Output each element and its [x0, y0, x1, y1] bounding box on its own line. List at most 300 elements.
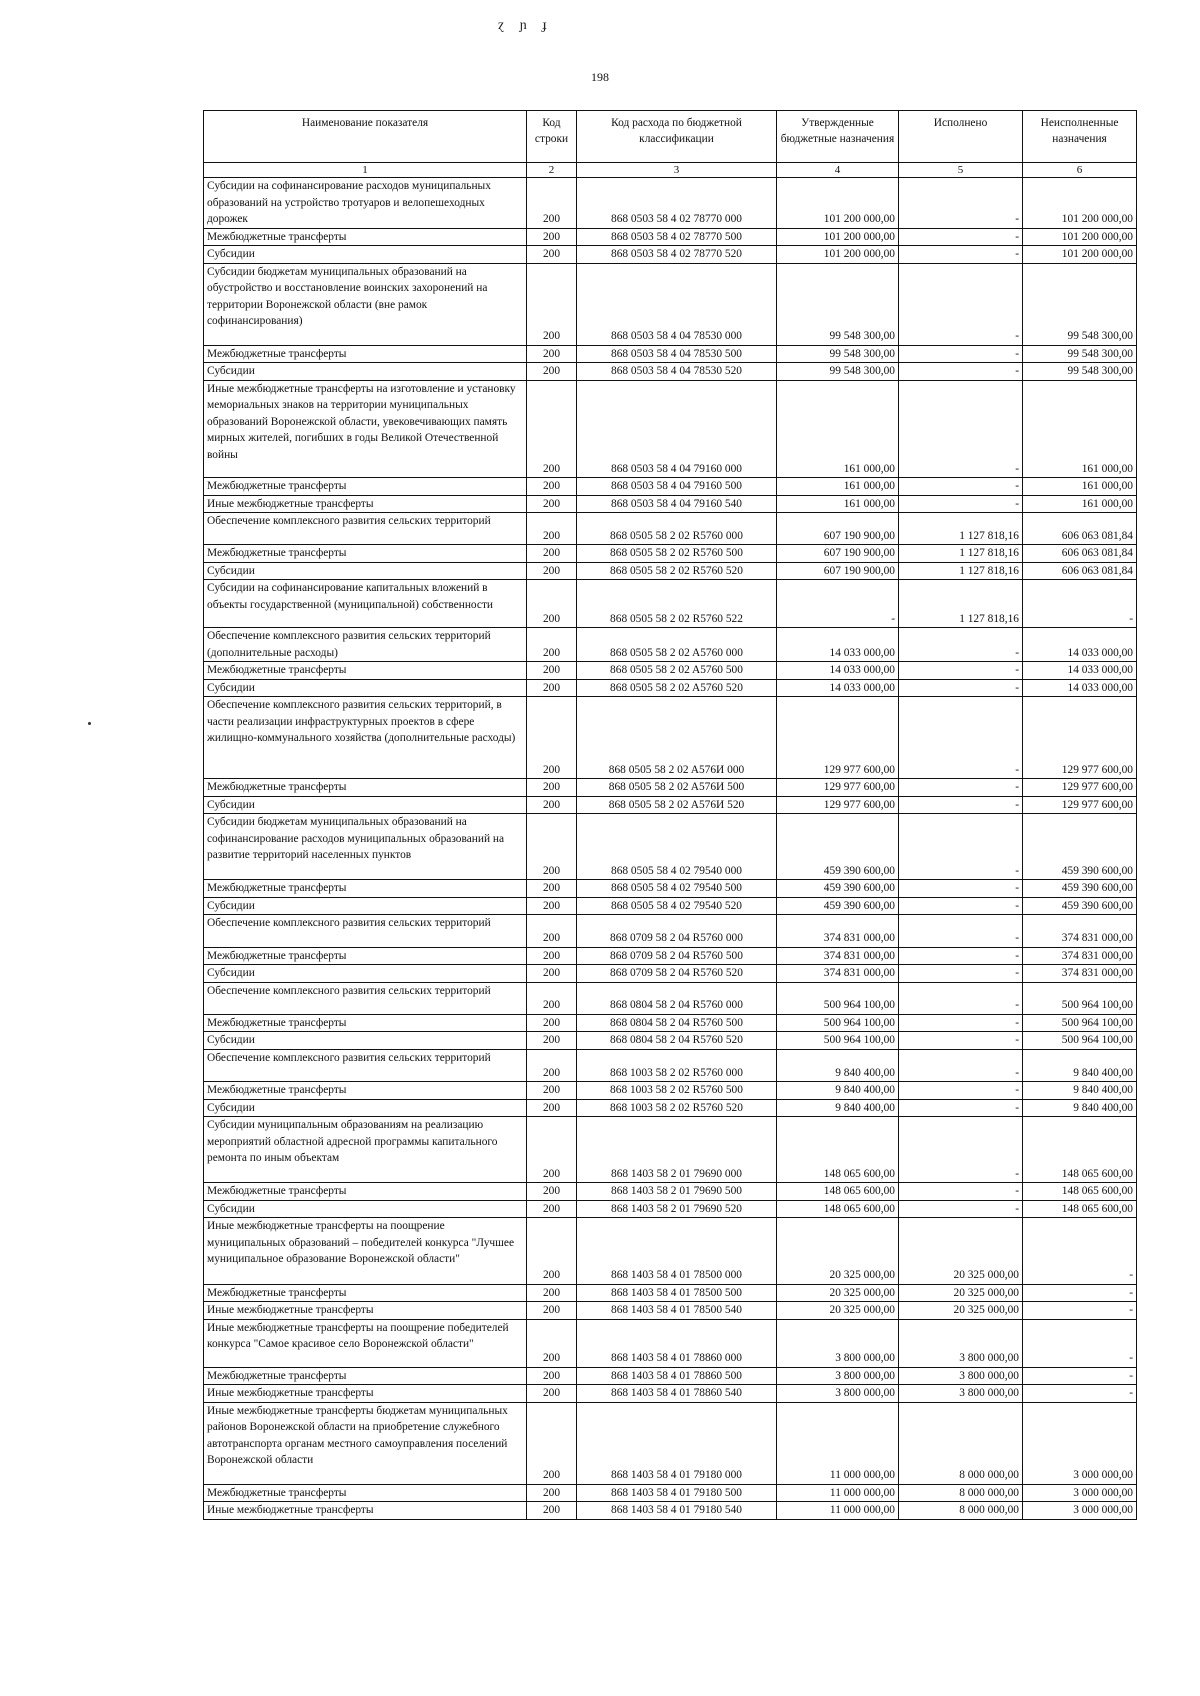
row-code-cell: 200 — [527, 228, 577, 246]
budget-code-cell: 868 1403 58 4 01 78860 540 — [577, 1385, 777, 1403]
executed-amount-cell: 8 000 000,00 — [899, 1502, 1023, 1520]
row-code-cell: 200 — [527, 1099, 577, 1117]
table-row — [204, 1502, 1137, 1520]
executed-amount-cell: - — [899, 796, 1023, 814]
budget-code-cell: 868 0503 58 4 04 79160 500 — [577, 478, 777, 496]
scan-mark: ɀ ɲ ɟ — [498, 18, 553, 33]
indicator-name-cell: Субсидии — [204, 1099, 527, 1117]
table-header-row — [204, 111, 1137, 163]
table-row — [204, 228, 1137, 246]
approved-amount-cell: 500 964 100,00 — [777, 1014, 899, 1032]
indicator-name-cell: Обеспечение комплексного развития сельских территорий — [204, 982, 527, 1014]
approved-amount-cell: 99 548 300,00 — [777, 363, 899, 381]
table-row — [204, 246, 1137, 264]
unexecuted-amount-cell: 129 977 600,00 — [1023, 779, 1137, 797]
row-code-cell: 200 — [527, 982, 577, 1014]
unexecuted-amount-cell: 148 065 600,00 — [1023, 1200, 1137, 1218]
table-row — [204, 562, 1137, 580]
budget-execution-table — [203, 110, 1137, 1520]
column-number: 5 — [899, 163, 1023, 178]
row-code-cell: 200 — [527, 1049, 577, 1081]
executed-amount-cell: 20 325 000,00 — [899, 1284, 1023, 1302]
unexecuted-amount-cell: 148 065 600,00 — [1023, 1183, 1137, 1201]
indicator-name-cell: Обеспечение комплексного развития сельских территорий (дополнительные расходы) — [204, 628, 527, 662]
budget-code-cell: 868 0709 58 2 04 R5760 000 — [577, 915, 777, 947]
approved-amount-cell: 129 977 600,00 — [777, 779, 899, 797]
table-row — [204, 1183, 1137, 1201]
table-row — [204, 796, 1137, 814]
indicator-name-cell: Субсидии — [204, 1032, 527, 1050]
executed-amount-cell: - — [899, 1200, 1023, 1218]
unexecuted-amount-cell: - — [1023, 1302, 1137, 1320]
indicator-name-cell: Иные межбюджетные трансферты на поощрение муниципальных образований – победителей конкурса "Лучшее муниципальное образование Воронежской области" — [204, 1218, 527, 1284]
table-row — [204, 897, 1137, 915]
executed-amount-cell: - — [899, 880, 1023, 898]
table-row — [204, 495, 1137, 513]
table-row — [204, 1402, 1137, 1484]
budget-code-cell: 868 1403 58 2 01 79690 500 — [577, 1183, 777, 1201]
unexecuted-amount-cell: 129 977 600,00 — [1023, 697, 1137, 779]
unexecuted-amount-cell: 374 831 000,00 — [1023, 915, 1137, 947]
unexecuted-amount-cell: 459 390 600,00 — [1023, 880, 1137, 898]
unexecuted-amount-cell: - — [1023, 1319, 1137, 1367]
approved-amount-cell: 148 065 600,00 — [777, 1117, 899, 1183]
approved-amount-cell: 374 831 000,00 — [777, 965, 899, 983]
budget-code-cell: 868 0503 58 4 04 78530 500 — [577, 345, 777, 363]
unexecuted-amount-cell: 14 033 000,00 — [1023, 662, 1137, 680]
approved-amount-cell: 3 800 000,00 — [777, 1319, 899, 1367]
table-row — [204, 380, 1137, 478]
table-row — [204, 880, 1137, 898]
budget-code-cell: 868 1403 58 2 01 79690 520 — [577, 1200, 777, 1218]
indicator-name-cell: Межбюджетные трансферты — [204, 947, 527, 965]
row-code-cell: 200 — [527, 880, 577, 898]
table-row — [204, 1117, 1137, 1183]
indicator-name-cell: Межбюджетные трансферты — [204, 1014, 527, 1032]
approved-amount-cell: 500 964 100,00 — [777, 982, 899, 1014]
approved-amount-cell: 9 840 400,00 — [777, 1082, 899, 1100]
indicator-name-cell: Межбюджетные трансферты — [204, 1183, 527, 1201]
row-code-cell: 200 — [527, 628, 577, 662]
budget-code-cell: 868 0505 58 4 02 79540 500 — [577, 880, 777, 898]
row-code-cell: 200 — [527, 1218, 577, 1284]
unexecuted-amount-cell: 99 548 300,00 — [1023, 345, 1137, 363]
row-code-cell: 200 — [527, 662, 577, 680]
row-code-cell: 200 — [527, 580, 577, 628]
indicator-name-cell: Субсидии — [204, 1200, 527, 1218]
approved-amount-cell: 99 548 300,00 — [777, 345, 899, 363]
indicator-name-cell: Субсидии на софинансирование расходов муниципальных образований на устройство тротуаров и велопешеходных дорожек — [204, 178, 527, 229]
row-code-cell: 200 — [527, 1183, 577, 1201]
executed-amount-cell: 8 000 000,00 — [899, 1402, 1023, 1484]
unexecuted-amount-cell: - — [1023, 1284, 1137, 1302]
row-code-cell: 200 — [527, 1502, 577, 1520]
table-row — [204, 545, 1137, 563]
unexecuted-amount-cell: - — [1023, 1218, 1137, 1284]
indicator-name-cell: Субсидии бюджетам муниципальных образований на софинансирование расходов муниципальных образований на развитие территорий населенных пунктов — [204, 814, 527, 880]
executed-amount-cell: 20 325 000,00 — [899, 1218, 1023, 1284]
indicator-name-cell: Обеспечение комплексного развития сельских территорий — [204, 1049, 527, 1081]
table-row — [204, 628, 1137, 662]
row-code-cell: 200 — [527, 263, 577, 345]
approved-amount-cell: 3 800 000,00 — [777, 1385, 899, 1403]
row-code-cell: 200 — [527, 1032, 577, 1050]
row-code-cell: 200 — [527, 1484, 577, 1502]
approved-amount-cell: 11 000 000,00 — [777, 1402, 899, 1484]
executed-amount-cell: 3 800 000,00 — [899, 1385, 1023, 1403]
executed-amount-cell: - — [899, 628, 1023, 662]
indicator-name-cell: Обеспечение комплексного развития сельских территорий — [204, 915, 527, 947]
unexecuted-amount-cell: 161 000,00 — [1023, 478, 1137, 496]
column-numbers-row — [204, 163, 1137, 178]
unexecuted-amount-cell: 9 840 400,00 — [1023, 1082, 1137, 1100]
row-code-cell: 200 — [527, 897, 577, 915]
unexecuted-amount-cell: 14 033 000,00 — [1023, 628, 1137, 662]
approved-amount-cell: 11 000 000,00 — [777, 1502, 899, 1520]
table-row — [204, 263, 1137, 345]
header-approved: Утвержденные бюджетные назначения — [777, 111, 899, 163]
executed-amount-cell: - — [899, 246, 1023, 264]
margin-dot — [88, 722, 91, 725]
executed-amount-cell: 1 127 818,16 — [899, 580, 1023, 628]
budget-code-cell: 868 0505 58 4 02 79540 520 — [577, 897, 777, 915]
row-code-cell: 200 — [527, 814, 577, 880]
table-row — [204, 1367, 1137, 1385]
approved-amount-cell: 374 831 000,00 — [777, 915, 899, 947]
table-row — [204, 982, 1137, 1014]
row-code-cell: 200 — [527, 779, 577, 797]
row-code-cell: 200 — [527, 796, 577, 814]
executed-amount-cell: - — [899, 345, 1023, 363]
row-code-cell: 200 — [527, 345, 577, 363]
unexecuted-amount-cell: 101 200 000,00 — [1023, 228, 1137, 246]
approved-amount-cell: 9 840 400,00 — [777, 1099, 899, 1117]
unexecuted-amount-cell: 374 831 000,00 — [1023, 965, 1137, 983]
row-code-cell: 200 — [527, 1014, 577, 1032]
budget-code-cell: 868 0503 58 4 04 79160 000 — [577, 380, 777, 478]
indicator-name-cell: Субсидии — [204, 679, 527, 697]
approved-amount-cell: 101 200 000,00 — [777, 246, 899, 264]
indicator-name-cell: Субсидии — [204, 562, 527, 580]
unexecuted-amount-cell: 500 964 100,00 — [1023, 982, 1137, 1014]
budget-code-cell: 868 1403 58 4 01 79180 000 — [577, 1402, 777, 1484]
unexecuted-amount-cell: 14 033 000,00 — [1023, 679, 1137, 697]
unexecuted-amount-cell: 606 063 081,84 — [1023, 545, 1137, 563]
executed-amount-cell: 8 000 000,00 — [899, 1484, 1023, 1502]
unexecuted-amount-cell: 500 964 100,00 — [1023, 1032, 1137, 1050]
executed-amount-cell: - — [899, 947, 1023, 965]
unexecuted-amount-cell: - — [1023, 1385, 1137, 1403]
table-row — [204, 580, 1137, 628]
table-row — [204, 779, 1137, 797]
budget-code-cell: 868 0503 58 4 02 78770 520 — [577, 246, 777, 264]
budget-code-cell: 868 1403 58 4 01 78500 000 — [577, 1218, 777, 1284]
row-code-cell: 200 — [527, 178, 577, 229]
unexecuted-amount-cell: 9 840 400,00 — [1023, 1099, 1137, 1117]
indicator-name-cell: Субсидии — [204, 796, 527, 814]
approved-amount-cell: 101 200 000,00 — [777, 228, 899, 246]
budget-code-cell: 868 1003 58 2 02 R5760 500 — [577, 1082, 777, 1100]
approved-amount-cell: 148 065 600,00 — [777, 1200, 899, 1218]
executed-amount-cell: - — [899, 697, 1023, 779]
unexecuted-amount-cell: 101 200 000,00 — [1023, 246, 1137, 264]
row-code-cell: 200 — [527, 915, 577, 947]
budget-code-cell: 868 1403 58 4 01 78860 000 — [577, 1319, 777, 1367]
table-row — [204, 965, 1137, 983]
unexecuted-amount-cell: - — [1023, 580, 1137, 628]
executed-amount-cell: 3 800 000,00 — [899, 1319, 1023, 1367]
budget-code-cell: 868 1403 58 4 01 79180 540 — [577, 1502, 777, 1520]
unexecuted-amount-cell: 129 977 600,00 — [1023, 796, 1137, 814]
header-row-code: Код строки — [527, 111, 577, 163]
budget-code-cell: 868 1003 58 2 02 R5760 520 — [577, 1099, 777, 1117]
budget-code-cell: 868 0503 58 4 04 78530 520 — [577, 363, 777, 381]
approved-amount-cell: 607 190 900,00 — [777, 513, 899, 545]
table-row — [204, 345, 1137, 363]
approved-amount-cell: 101 200 000,00 — [777, 178, 899, 229]
executed-amount-cell: - — [899, 1099, 1023, 1117]
table-row — [204, 1218, 1137, 1284]
unexecuted-amount-cell: 3 000 000,00 — [1023, 1402, 1137, 1484]
executed-amount-cell: - — [899, 982, 1023, 1014]
table-row — [204, 1302, 1137, 1320]
approved-amount-cell: 161 000,00 — [777, 478, 899, 496]
row-code-cell: 200 — [527, 1367, 577, 1385]
indicator-name-cell: Межбюджетные трансферты — [204, 545, 527, 563]
row-code-cell: 200 — [527, 1200, 577, 1218]
executed-amount-cell: 1 127 818,16 — [899, 513, 1023, 545]
table-row — [204, 178, 1137, 229]
indicator-name-cell: Межбюджетные трансферты — [204, 880, 527, 898]
indicator-name-cell: Межбюджетные трансферты — [204, 1484, 527, 1502]
approved-amount-cell: 129 977 600,00 — [777, 697, 899, 779]
indicator-name-cell: Межбюджетные трансферты — [204, 478, 527, 496]
unexecuted-amount-cell: 606 063 081,84 — [1023, 513, 1137, 545]
column-number: 6 — [1023, 163, 1137, 178]
table-row — [204, 513, 1137, 545]
unexecuted-amount-cell: 459 390 600,00 — [1023, 897, 1137, 915]
indicator-name-cell: Иные межбюджетные трансферты на поощрение победителей конкурса "Самое красивое село Воронежской области" — [204, 1319, 527, 1367]
budget-code-cell: 868 0804 58 2 04 R5760 520 — [577, 1032, 777, 1050]
executed-amount-cell: - — [899, 965, 1023, 983]
executed-amount-cell: 20 325 000,00 — [899, 1302, 1023, 1320]
unexecuted-amount-cell: 161 000,00 — [1023, 495, 1137, 513]
executed-amount-cell: - — [899, 1014, 1023, 1032]
unexecuted-amount-cell: 459 390 600,00 — [1023, 814, 1137, 880]
approved-amount-cell: 3 800 000,00 — [777, 1367, 899, 1385]
table-row — [204, 1082, 1137, 1100]
table-row — [204, 478, 1137, 496]
column-number: 1 — [204, 163, 527, 178]
table-row — [204, 1032, 1137, 1050]
executed-amount-cell: - — [899, 363, 1023, 381]
executed-amount-cell: - — [899, 897, 1023, 915]
executed-amount-cell: - — [899, 263, 1023, 345]
budget-code-cell: 868 0505 58 2 02 A576И 500 — [577, 779, 777, 797]
executed-amount-cell: - — [899, 1183, 1023, 1201]
approved-amount-cell: 161 000,00 — [777, 495, 899, 513]
executed-amount-cell: - — [899, 178, 1023, 229]
row-code-cell: 200 — [527, 697, 577, 779]
indicator-name-cell: Межбюджетные трансферты — [204, 779, 527, 797]
column-number: 3 — [577, 163, 777, 178]
approved-amount-cell: 14 033 000,00 — [777, 662, 899, 680]
budget-code-cell: 868 0505 58 4 02 79540 000 — [577, 814, 777, 880]
row-code-cell: 200 — [527, 1117, 577, 1183]
executed-amount-cell: - — [899, 1049, 1023, 1081]
executed-amount-cell: - — [899, 915, 1023, 947]
indicator-name-cell: Межбюджетные трансферты — [204, 345, 527, 363]
row-code-cell: 200 — [527, 1284, 577, 1302]
unexecuted-amount-cell: 99 548 300,00 — [1023, 263, 1137, 345]
table-row — [204, 697, 1137, 779]
budget-code-cell: 868 0505 58 2 02 R5760 520 — [577, 562, 777, 580]
budget-code-cell: 868 1403 58 4 01 78500 500 — [577, 1284, 777, 1302]
budget-code-cell: 868 0505 58 2 02 A576И 520 — [577, 796, 777, 814]
row-code-cell: 200 — [527, 1082, 577, 1100]
budget-code-cell: 868 1003 58 2 02 R5760 000 — [577, 1049, 777, 1081]
budget-code-cell: 868 0505 58 2 02 A5760 000 — [577, 628, 777, 662]
unexecuted-amount-cell: 500 964 100,00 — [1023, 1014, 1137, 1032]
row-code-cell: 200 — [527, 1319, 577, 1367]
approved-amount-cell: - — [777, 580, 899, 628]
table-row — [204, 1319, 1137, 1367]
unexecuted-amount-cell: - — [1023, 1367, 1137, 1385]
approved-amount-cell: 14 033 000,00 — [777, 628, 899, 662]
budget-code-cell: 868 0505 58 2 02 R5760 522 — [577, 580, 777, 628]
approved-amount-cell: 459 390 600,00 — [777, 814, 899, 880]
approved-amount-cell: 161 000,00 — [777, 380, 899, 478]
unexecuted-amount-cell: 99 548 300,00 — [1023, 363, 1137, 381]
unexecuted-amount-cell: 161 000,00 — [1023, 380, 1137, 478]
table-row — [204, 1099, 1137, 1117]
indicator-name-cell: Субсидии — [204, 897, 527, 915]
budget-code-cell: 868 0505 58 2 02 R5760 000 — [577, 513, 777, 545]
column-number: 2 — [527, 163, 577, 178]
approved-amount-cell: 20 325 000,00 — [777, 1218, 899, 1284]
budget-code-cell: 868 1403 58 4 01 78860 500 — [577, 1367, 777, 1385]
indicator-name-cell: Субсидии на софинансирование капитальных вложений в объекты государственной (муниципальной) собственности — [204, 580, 527, 628]
row-code-cell: 200 — [527, 1385, 577, 1403]
indicator-name-cell: Субсидии — [204, 965, 527, 983]
indicator-name-cell: Иные межбюджетные трансферты — [204, 1302, 527, 1320]
header-budget-code: Код расхода по бюджетной классификации — [577, 111, 777, 163]
indicator-name-cell: Межбюджетные трансферты — [204, 228, 527, 246]
unexecuted-amount-cell: 374 831 000,00 — [1023, 947, 1137, 965]
executed-amount-cell: - — [899, 1032, 1023, 1050]
row-code-cell: 200 — [527, 679, 577, 697]
executed-amount-cell: - — [899, 662, 1023, 680]
budget-code-cell: 868 0503 58 4 04 79160 540 — [577, 495, 777, 513]
row-code-cell: 200 — [527, 513, 577, 545]
budget-code-cell: 868 0804 58 2 04 R5760 000 — [577, 982, 777, 1014]
row-code-cell: 200 — [527, 965, 577, 983]
table-row — [204, 1049, 1137, 1081]
table-row — [204, 662, 1137, 680]
executed-amount-cell: - — [899, 478, 1023, 496]
approved-amount-cell: 459 390 600,00 — [777, 880, 899, 898]
executed-amount-cell: - — [899, 380, 1023, 478]
budget-code-cell: 868 0505 58 2 02 A5760 520 — [577, 679, 777, 697]
budget-code-cell: 868 0505 58 2 02 A576И 000 — [577, 697, 777, 779]
row-code-cell: 200 — [527, 495, 577, 513]
indicator-name-cell: Межбюджетные трансферты — [204, 1284, 527, 1302]
budget-code-cell: 868 0709 58 2 04 R5760 500 — [577, 947, 777, 965]
row-code-cell: 200 — [527, 478, 577, 496]
budget-code-cell: 868 0709 58 2 04 R5760 520 — [577, 965, 777, 983]
budget-code-cell: 868 1403 58 4 01 78500 540 — [577, 1302, 777, 1320]
page-number: 198 — [591, 70, 609, 84]
budget-code-cell: 868 1403 58 2 01 79690 000 — [577, 1117, 777, 1183]
indicator-name-cell: Субсидии муниципальным образованиям на реализацию мероприятий областной адресной программы капитального ремонта по иным объектам — [204, 1117, 527, 1183]
unexecuted-amount-cell: 606 063 081,84 — [1023, 562, 1137, 580]
table-row — [204, 1284, 1137, 1302]
budget-code-cell: 868 0804 58 2 04 R5760 500 — [577, 1014, 777, 1032]
budget-code-cell: 868 0505 58 2 02 A5760 500 — [577, 662, 777, 680]
row-code-cell: 200 — [527, 1302, 577, 1320]
unexecuted-amount-cell: 101 200 000,00 — [1023, 178, 1137, 229]
executed-amount-cell: - — [899, 495, 1023, 513]
header-indicator-name: Наименование показателя — [204, 111, 527, 163]
table-row — [204, 947, 1137, 965]
row-code-cell: 200 — [527, 363, 577, 381]
table-row — [204, 363, 1137, 381]
table-row — [204, 1014, 1137, 1032]
unexecuted-amount-cell: 3 000 000,00 — [1023, 1502, 1137, 1520]
budget-code-cell: 868 0503 58 4 02 78770 000 — [577, 178, 777, 229]
unexecuted-amount-cell: 3 000 000,00 — [1023, 1484, 1137, 1502]
executed-amount-cell: 1 127 818,16 — [899, 562, 1023, 580]
approved-amount-cell: 500 964 100,00 — [777, 1032, 899, 1050]
indicator-name-cell: Субсидии — [204, 246, 527, 264]
budget-code-cell: 868 0503 58 4 04 78530 000 — [577, 263, 777, 345]
executed-amount-cell: - — [899, 1082, 1023, 1100]
table-row — [204, 1385, 1137, 1403]
approved-amount-cell: 129 977 600,00 — [777, 796, 899, 814]
indicator-name-cell: Межбюджетные трансферты — [204, 1082, 527, 1100]
approved-amount-cell: 9 840 400,00 — [777, 1049, 899, 1081]
executed-amount-cell: - — [899, 814, 1023, 880]
executed-amount-cell: - — [899, 679, 1023, 697]
approved-amount-cell: 11 000 000,00 — [777, 1484, 899, 1502]
indicator-name-cell: Обеспечение комплексного развития сельских территорий — [204, 513, 527, 545]
indicator-name-cell: Субсидии бюджетам муниципальных образований на обустройство и восстановление воинских захоронений на территории Воронежской области (вне рамок софинансирования) — [204, 263, 527, 345]
table-row — [204, 1484, 1137, 1502]
approved-amount-cell: 607 190 900,00 — [777, 562, 899, 580]
column-number: 4 — [777, 163, 899, 178]
budget-code-cell: 868 0503 58 4 02 78770 500 — [577, 228, 777, 246]
table-body — [204, 178, 1137, 1520]
row-code-cell: 200 — [527, 562, 577, 580]
approved-amount-cell: 99 548 300,00 — [777, 263, 899, 345]
indicator-name-cell: Иные межбюджетные трансферты — [204, 495, 527, 513]
budget-code-cell: 868 0505 58 2 02 R5760 500 — [577, 545, 777, 563]
table-row — [204, 679, 1137, 697]
approved-amount-cell: 14 033 000,00 — [777, 679, 899, 697]
approved-amount-cell: 20 325 000,00 — [777, 1284, 899, 1302]
executed-amount-cell: - — [899, 228, 1023, 246]
approved-amount-cell: 374 831 000,00 — [777, 947, 899, 965]
table-row — [204, 1200, 1137, 1218]
approved-amount-cell: 607 190 900,00 — [777, 545, 899, 563]
row-code-cell: 200 — [527, 947, 577, 965]
indicator-name-cell: Иные межбюджетные трансферты — [204, 1385, 527, 1403]
indicator-name-cell: Обеспечение комплексного развития сельских территорий, в части реализации инфраструктурных проектов в сфере жилищно-коммунального хозяйства (дополнительные расходы) — [204, 697, 527, 779]
indicator-name-cell: Иные межбюджетные трансферты на изготовление и установку мемориальных знаков на территории муниципальных образований Воронежской области, увековечивающих память мирных жителей, погибших в годы Великой Отечественной войны — [204, 380, 527, 478]
executed-amount-cell: 1 127 818,16 — [899, 545, 1023, 563]
header-executed: Исполнено — [899, 111, 1023, 163]
unexecuted-amount-cell: 9 840 400,00 — [1023, 1049, 1137, 1081]
